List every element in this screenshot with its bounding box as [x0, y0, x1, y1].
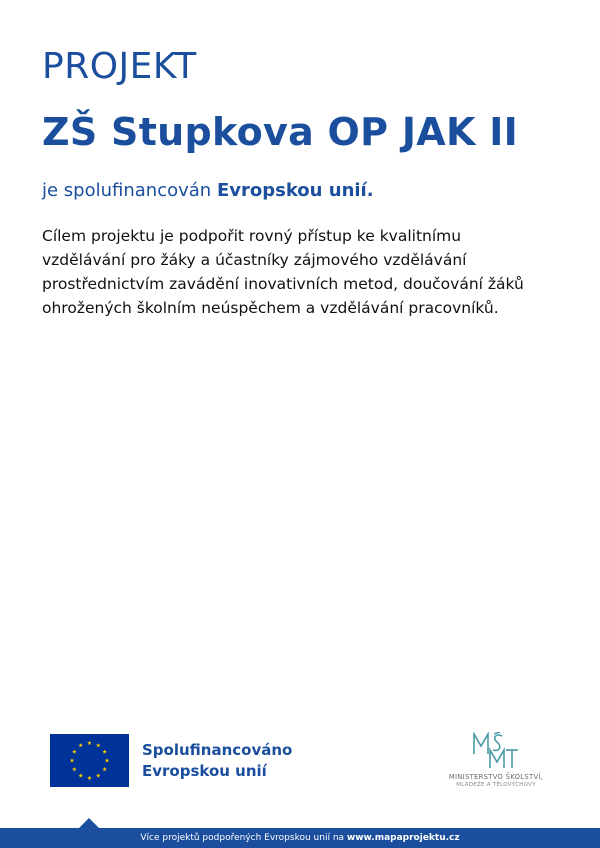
- cofinanced-prefix: je spolufinancován: [42, 180, 212, 201]
- project-name: ZŠ Stupkova OP JAK II: [42, 110, 519, 154]
- description-line: vzdělávání pro žáky a účastníky zájmového vzdělávání: [42, 251, 467, 269]
- footer-link[interactable]: www.mapaprojektu.cz: [346, 833, 460, 843]
- footer-bar: [0, 828, 600, 848]
- eu-logo-line2: Evropskou unií: [142, 761, 267, 780]
- eu-logo-line1: Spolufinancováno: [142, 740, 293, 759]
- eu-logo: [50, 734, 292, 787]
- project-description: [42, 224, 562, 320]
- cofinanced-statement: [42, 180, 374, 201]
- description-line: ohrožených školním neúspěchem a vzdělávání pracovníků.: [42, 299, 499, 317]
- eu-logo-text: [142, 740, 292, 782]
- msmt-name-line1: MINISTERSTVO ŠKOLSTVÍ,: [448, 773, 544, 781]
- description-line: prostřednictvím zavádění inovativních metod, doučování žáků: [42, 275, 524, 293]
- eu-flag-icon: [50, 734, 129, 787]
- msmt-logo: [436, 732, 556, 788]
- cofinanced-emphasis: Evropskou unií.: [216, 180, 374, 201]
- poster-label: PROJEKT: [42, 46, 197, 87]
- msmt-name-line2: MLÁDEŽE A TĚLOVÝCHOVY: [456, 782, 536, 788]
- footer-text: Více projektů podpořených Evropskou unií na: [140, 833, 345, 843]
- description-line: Cílem projektu je podpořit rovný přístup ke kvalitnímu: [42, 227, 462, 245]
- msmt-monogram-icon: [472, 732, 520, 770]
- footer-notch: [79, 818, 99, 828]
